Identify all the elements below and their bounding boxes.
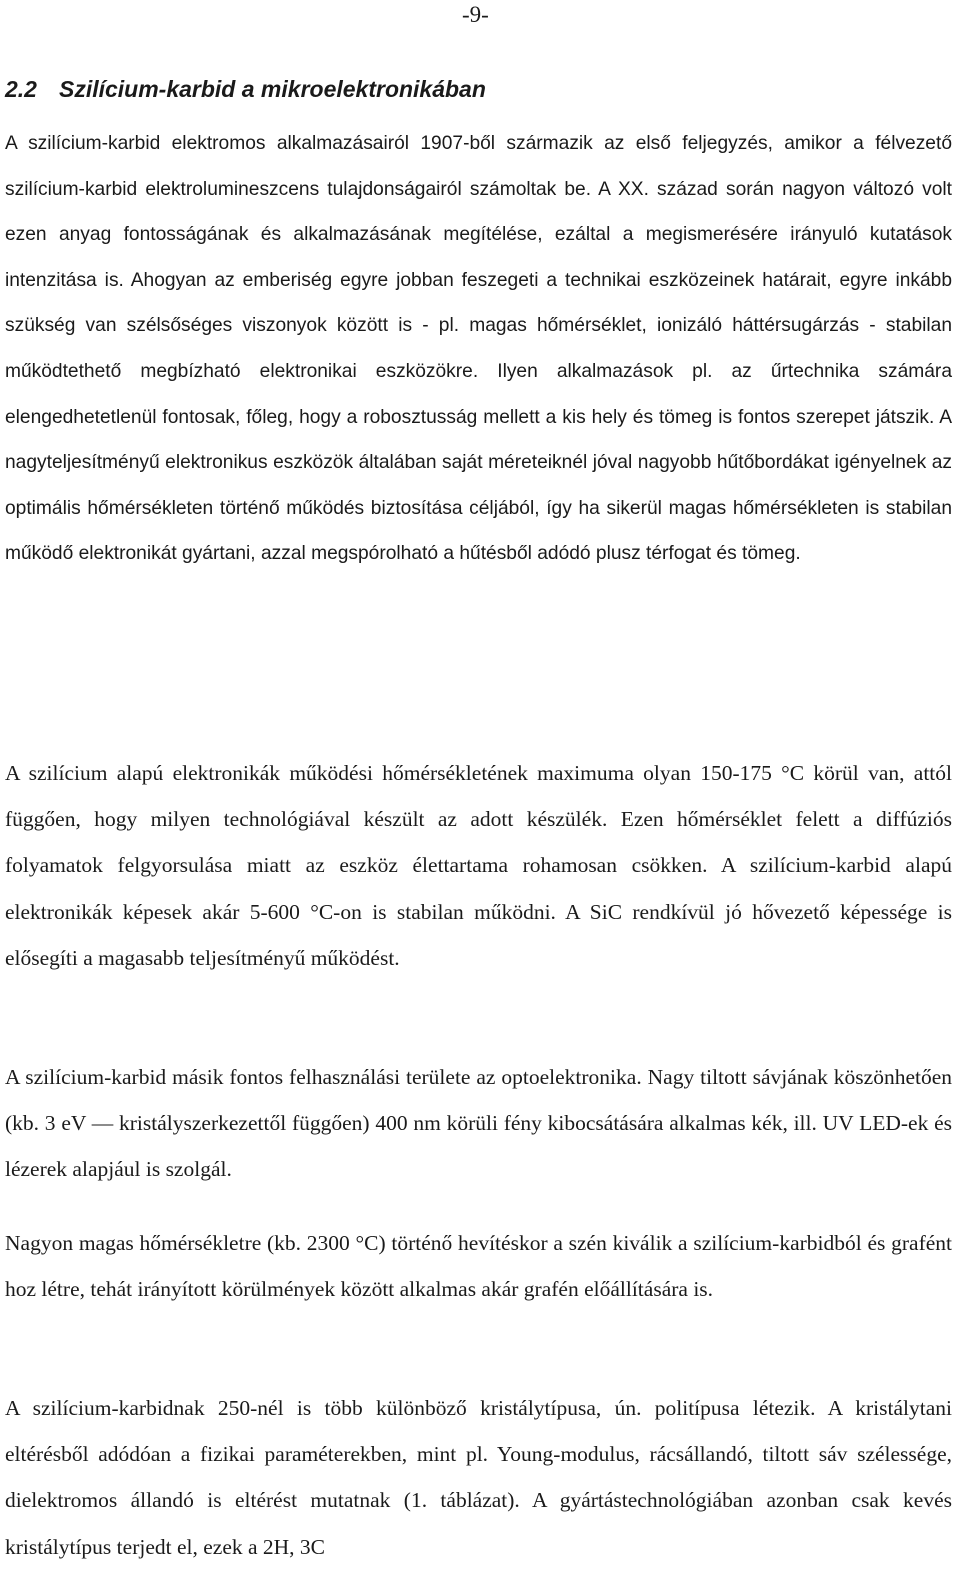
- section-title: Szilícium-karbid a mikroelektronikában: [58, 76, 486, 102]
- page-number: -9-: [462, 2, 489, 27]
- section-number: 2.2: [5, 76, 37, 102]
- paragraph-temperature: A szilícium alapú elektronikák működési hőmérsékletének maximuma olyan 150-175 °C körül van, attól függően, hogy milyen technológiával készült az adott készülék. Ezen hőmérséklet felett a diffúziós folyamatok felgyorsulása miatt az eszköz élettartama rohamosan csökken. A szilícium-karbid alapú elektronikák képesek akár 5-600 °C-on is stabilan működni. A SiC rendkívül jó hővezető képessége is elősegíti a magasabb teljesítményű működést.: [5, 761, 952, 970]
- section-heading: [5, 76, 486, 103]
- paragraph-optoelectronics: A szilícium-karbid másik fontos felhasználási területe az optoelektronika. Nagy tiltott sávjának köszönhetően (kb. 3 eV — kristályszerkezettől függően) 400 nm körüli fény kibocsátására alkalmas kék, ill. UV LED-ek és lézerek alapjául is szolgál.: [5, 1065, 952, 1182]
- paragraph-graphene: Nagyon magas hőmérsékletre (kb. 2300 °C) történő hevítéskor a szén kiválik a szilícium-karbidból és grafént hoz létre, tehát irányított körülmények között alkalmas akár grafén előállítására is.: [5, 1231, 952, 1302]
- paragraph-intro: A szilícium-karbid elektromos alkalmazásairól 1907-ből származik az első feljegyzés, amikor a félvezető szilícium-karbid elektrolumineszcens tulajdonságairól számoltak be. A XX. század során nagyon változó volt ezen anyag fontosságának és alkalmazásának megítélése, ezáltal a megismerésére irányuló kutatások intenzitása is. Ahogyan az emberiség egyre jobban feszegeti a technikai eszközeinek határait, egyre inkább szükség van szélsőséges viszonyok között is - pl. magas hőmérséklet, ionizáló háttérsugárzás - stabilan működtethető megbízható elektronikai eszközökre. Ilyen alkalmazások pl. az űrtechnika számára elengedhetetlenül fontosak, főleg, hogy a robosztusság mellett a kis hely és tömeg is fontos szerepet játszik. A nagyteljesítményű elektronikus eszközök általában saját méreteiknél jóval nagyobb hűtőbordákat igényelnek az optimális hőmérsékleten történő működés biztosítása céljából, így ha sikerül magas hőmérsékleten is stabilan működő elektronikát gyártani, azzal megspórolható a hűtésből adódó plusz térfogat és tömeg.: [5, 133, 952, 565]
- paragraph-polytypes: A szilícium-karbidnak 250-nél is több különböző kristálytípusa, ún. politípusa létezik. A kristálytani eltérésből adódóan a fizikai paraméterekben, mint pl. Young-modulus, rácsállandó, tiltott sáv szélessége, dielektromos állandó is eltérést mutatnak (1. táblázat). A gyártástechnológiában azonban csak kevés kristálytípus terjedt el, ezek a 2H, 3C: [5, 1396, 952, 1559]
